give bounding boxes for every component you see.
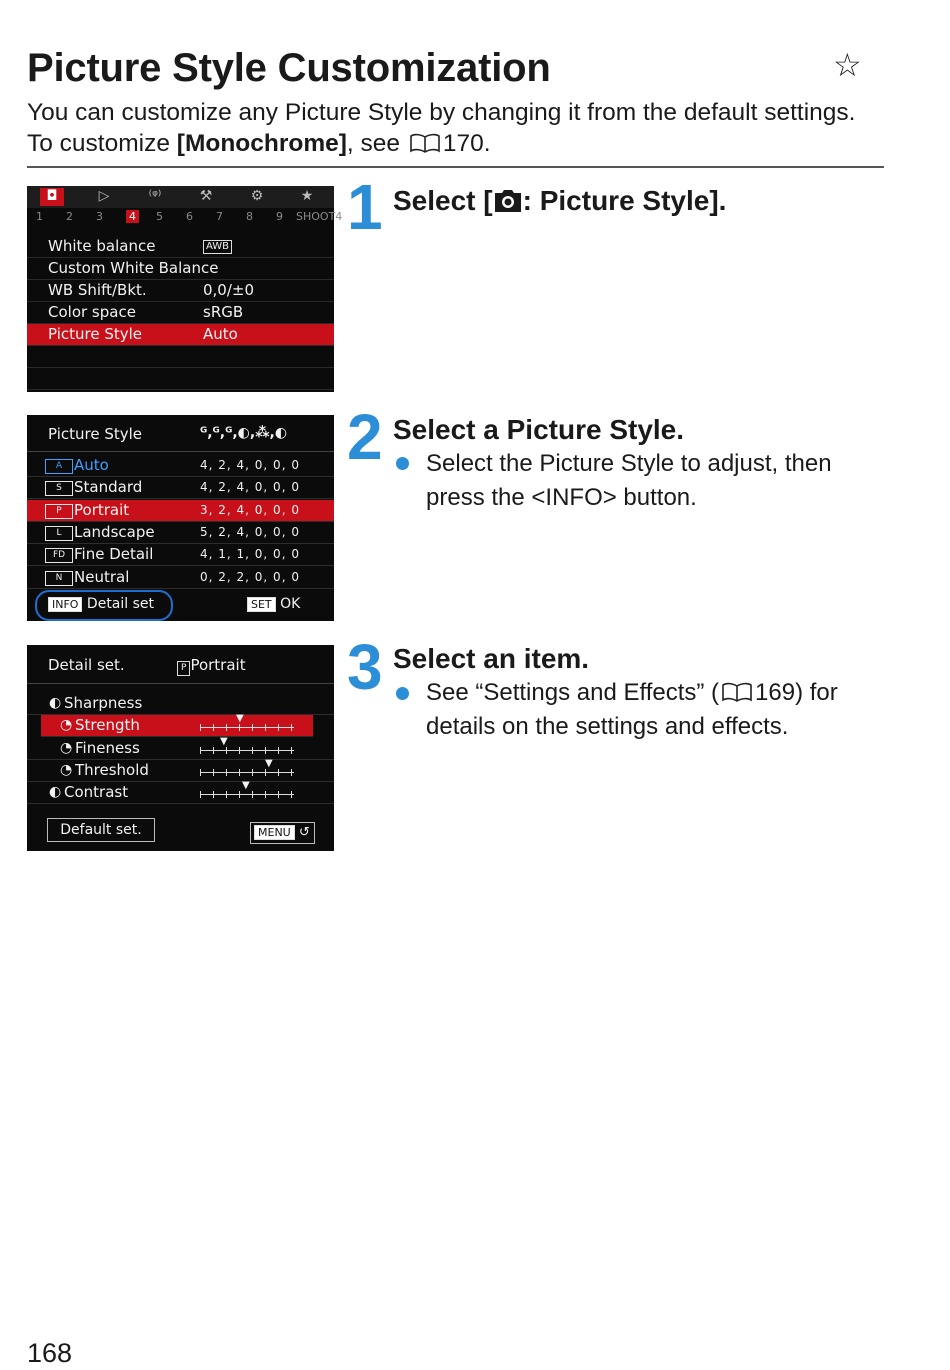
- picture-style-values: 4, 1, 1, 0, 0, 0: [200, 547, 300, 562]
- picture-style-name: Standard: [74, 478, 143, 497]
- detail-item-label: Strength: [75, 716, 140, 735]
- set-button-label: SET: [247, 597, 276, 612]
- slider-tick: [213, 769, 214, 776]
- menu-item[interactable]: [27, 302, 334, 324]
- camera-icon: [493, 189, 523, 213]
- detail-item-icon: ◔: [60, 739, 73, 756]
- picture-style-values: 4, 2, 4, 0, 0, 0: [200, 480, 300, 495]
- menu-return-button[interactable]: [250, 822, 315, 844]
- tab-number[interactable]: 9: [276, 210, 283, 223]
- picture-style-icon: N: [45, 571, 73, 586]
- slider-marker: ▼: [220, 735, 228, 747]
- tab-number[interactable]: 8: [246, 210, 253, 223]
- ps-header-label: Picture Style: [48, 425, 143, 443]
- menu-button-label: MENU: [254, 825, 295, 840]
- step-3-bullet-line2: details on the settings and effects.: [426, 713, 789, 740]
- slider-tick: [200, 791, 201, 798]
- intro-text: To customize: [27, 130, 177, 157]
- header-rule: [27, 166, 884, 168]
- playback-tab-icon[interactable]: ▷: [98, 188, 110, 204]
- set-ok-button[interactable]: [247, 596, 300, 612]
- bullet-dot: [396, 457, 409, 470]
- default-set-button[interactable]: Default set.: [47, 818, 155, 842]
- camera-screen-picture-style: [27, 415, 334, 621]
- page-title: Picture Style Customization: [27, 46, 551, 90]
- slider-track: [200, 727, 294, 728]
- menu-tab-bar: [27, 186, 334, 208]
- step-2-bullet-line1: Select the Picture Style to adjust, then: [426, 450, 832, 477]
- intro-line-2: [27, 130, 491, 158]
- picture-style-values: 3, 2, 4, 0, 0, 0: [200, 502, 300, 517]
- step-number-3: 3: [347, 631, 383, 703]
- slider-tick: [252, 747, 253, 754]
- slider-tick: [213, 791, 214, 798]
- picture-style-values: 4, 2, 4, 0, 0, 0: [200, 458, 300, 472]
- step-3-bullet-pre: See “Settings and Effects” (: [426, 679, 720, 706]
- slider-tick: [265, 791, 266, 798]
- detail-item[interactable]: [27, 693, 334, 715]
- detail-item-icon: ◐: [49, 784, 62, 801]
- portrait-style-icon: P: [177, 661, 190, 676]
- detail-header-label: Detail set.: [48, 656, 125, 674]
- picture-style-name: Neutral: [74, 567, 130, 586]
- menu-item[interactable]: [27, 280, 334, 302]
- step-2-bullet: [426, 447, 832, 515]
- slider-tick: [239, 791, 240, 798]
- detail-item-icon: ◐: [49, 695, 62, 711]
- step-1-title-post: : Picture Style].: [522, 185, 727, 216]
- menu-item-label: Custom White Balance: [48, 259, 219, 277]
- picture-style-name: Auto: [74, 456, 109, 474]
- step-2-bullet-line2: press the <INFO> button.: [426, 484, 697, 511]
- slider-tick: [239, 724, 240, 731]
- slider-tick: [226, 747, 227, 754]
- menu-item[interactable]: [27, 236, 334, 258]
- picture-style-icon: S: [45, 481, 73, 496]
- ps-header-icons: ᴳ,ᴳ,ᴳ,◐,⁂,◐: [200, 425, 288, 441]
- picture-style-item[interactable]: [27, 522, 334, 544]
- wireless-tab-icon[interactable]: ⁽ᵠ⁾: [148, 188, 162, 204]
- tab-number[interactable]: 4: [126, 210, 139, 223]
- camera-screen-detail-set: [27, 645, 334, 851]
- detail-slider[interactable]: [200, 757, 296, 776]
- tab-number[interactable]: SHOOT4: [296, 210, 343, 223]
- slider-marker: ▼: [236, 713, 244, 725]
- detail-set-label: Detail set: [86, 596, 155, 612]
- picture-style-item[interactable]: [27, 455, 334, 477]
- intro-line-1: You can customize any Picture Style by changing it from the default settings.: [27, 99, 856, 126]
- step-2-title: Select a Picture Style.: [393, 414, 685, 445]
- menu-item-value: AWB: [203, 240, 232, 254]
- picture-style-name: Landscape: [74, 522, 155, 541]
- slider-tick: [252, 791, 253, 798]
- picture-style-icon: FD: [45, 548, 73, 563]
- slider-tick: [200, 747, 201, 754]
- detail-item-label: Fineness: [75, 738, 140, 757]
- page-ref-link[interactable]: 169) for: [755, 679, 838, 706]
- detail-slider[interactable]: [200, 735, 296, 754]
- camera-tab-icon[interactable]: ◘: [40, 188, 64, 206]
- detail-slider[interactable]: [200, 780, 296, 798]
- menu-item-label: Picture Style: [48, 325, 143, 343]
- detail-item[interactable]: [27, 782, 334, 804]
- detail-item-label: Contrast: [64, 783, 129, 802]
- step-1-title: [393, 185, 726, 217]
- slider-tick: [200, 724, 201, 731]
- tab-number[interactable]: 1: [36, 210, 43, 223]
- page-number: 168: [27, 1338, 73, 1368]
- detail-item-icon: ◔: [60, 761, 73, 778]
- ok-label: OK: [280, 596, 301, 612]
- monochrome-ref: [Monochrome]: [176, 130, 347, 157]
- detail-item-icon: ◔: [60, 717, 73, 734]
- picture-style-item[interactable]: [27, 500, 334, 522]
- step-1-title-pre: Select [: [393, 185, 493, 216]
- menu-item[interactable]: [27, 324, 334, 346]
- slider-tick: [226, 769, 227, 776]
- book-icon: [721, 682, 753, 702]
- picture-style-item[interactable]: [27, 544, 334, 566]
- step-3-bullet: [426, 676, 838, 744]
- picture-style-icon: P: [45, 504, 73, 519]
- slider-tick: [278, 747, 279, 754]
- menu-item[interactable]: [27, 258, 334, 280]
- slider-tick: [239, 747, 240, 754]
- slider-tick: [278, 724, 279, 731]
- info-button-label: INFO: [48, 597, 82, 612]
- step-3-bullet-line1: [426, 676, 838, 710]
- slider-tick: [278, 769, 279, 776]
- step-3-title: Select an item.: [393, 643, 590, 674]
- slider-tick: [291, 769, 292, 776]
- book-icon: [409, 133, 441, 153]
- detail-item-label: Sharpness: [64, 694, 143, 712]
- mymenu-star-icon[interactable]: ★: [300, 188, 314, 204]
- menu-item-value: sRGB: [203, 303, 244, 321]
- picture-style-icon: A: [45, 459, 73, 474]
- slider-tick: [226, 791, 227, 798]
- tab-number[interactable]: 5: [156, 210, 163, 223]
- slider-tick: [291, 724, 292, 731]
- tab-number[interactable]: 6: [186, 210, 193, 223]
- slider-tick: [213, 747, 214, 754]
- return-icon: ↺: [298, 825, 310, 840]
- detail-item[interactable]: [27, 757, 334, 782]
- menu-item-value: Auto: [203, 325, 238, 343]
- menu-empty-row: [27, 368, 334, 390]
- slider-marker: ▼: [265, 757, 273, 769]
- step-number-2: 2: [347, 401, 383, 473]
- camera-screen-shooting-menu: [27, 186, 343, 392]
- tab-number[interactable]: 7: [216, 210, 223, 223]
- menu-item-value: 0,0/±0: [203, 281, 255, 299]
- picture-style-name: Fine Detail: [74, 545, 154, 564]
- custom-tab-icon[interactable]: ⚙: [250, 188, 264, 204]
- menu-item-label: White balance: [48, 237, 156, 255]
- intro-see: , see: [346, 130, 407, 157]
- slider-tick: [265, 724, 266, 731]
- slider-tick: [278, 791, 279, 798]
- detail-item[interactable]: [27, 735, 334, 760]
- slider-tick: [252, 724, 253, 731]
- page-ref-link[interactable]: 170.: [442, 130, 491, 157]
- picture-style-item[interactable]: [27, 477, 334, 499]
- tab-number[interactable]: 3: [96, 210, 103, 223]
- slider-tick: [252, 769, 253, 776]
- detail-item-label: Threshold: [75, 760, 149, 779]
- menu-item-label: WB Shift/Bkt.: [48, 281, 147, 299]
- tab-number[interactable]: 2: [66, 210, 73, 223]
- slider-tick: [213, 724, 214, 731]
- slider-tick: [265, 769, 266, 776]
- slider-tick: [291, 791, 292, 798]
- bullet-dot: [396, 687, 409, 700]
- wrench-tab-icon[interactable]: ⚒: [199, 188, 213, 204]
- star-icon: ☆: [833, 47, 862, 83]
- slider-marker: ▼: [242, 780, 250, 792]
- slider-tick: [265, 747, 266, 754]
- slider-track: [200, 750, 294, 751]
- detail-item[interactable]: [41, 715, 313, 737]
- picture-style-name: Portrait: [74, 500, 130, 519]
- slider-tick: [239, 769, 240, 776]
- detail-slider[interactable]: [200, 713, 296, 731]
- menu-empty-row: [27, 346, 334, 368]
- step-number-1: 1: [347, 171, 383, 243]
- slider-tick: [226, 724, 227, 731]
- slider-track: [200, 794, 294, 795]
- slider-tick: [200, 769, 201, 776]
- picture-style-icon: L: [45, 526, 73, 541]
- picture-style-item[interactable]: [27, 567, 334, 589]
- slider-tick: [291, 747, 292, 754]
- slider-track: [200, 772, 294, 773]
- menu-item-label: Color space: [48, 303, 136, 321]
- detail-header-style: Portrait: [190, 656, 246, 674]
- picture-style-values: 0, 2, 2, 0, 0, 0: [200, 569, 300, 584]
- picture-style-values: 5, 2, 4, 0, 0, 0: [200, 524, 300, 539]
